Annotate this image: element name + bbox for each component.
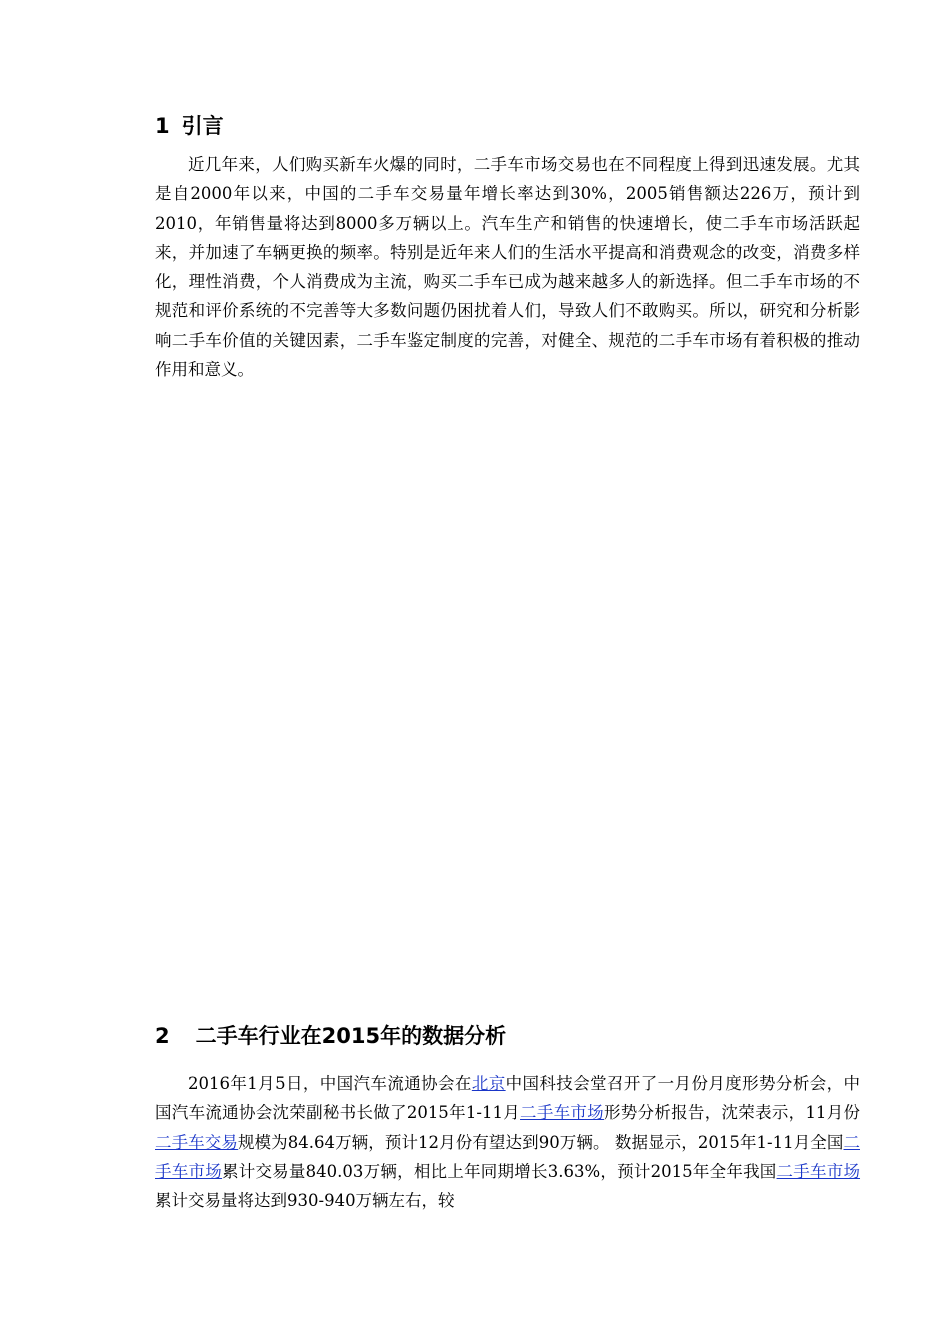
section-1-paragraph: 近几年来，人们购买新车火爆的同时，二手车市场交易也在不同程度上得到迅速发展。尤其是自2000年以来，中国的二手车交易量年增长率达到30%，2005销售额达226万，预计到2010，年销售量将达到8000多万辆以上。汽车生产和销售的快速增长，使二手车市场活跃起来，并加速了车辆更换的频率。特别是近年来人们的生活水平提高和消费观念的改变，消费多样化，理性消费，个人消费成为主流，购买二手车已成为越来越多人的新选择。但二手车市场的不规范和评价系统的不完善等大多数问题仍困扰着人们，导致人们不敢购买。所以，研究和分析影响二手车价值的关键因素，二手车鉴定制度的完善，对健全、规范的二手车市场有着积极的推动作用和意义。: [155, 155, 860, 380]
section-1-heading: [155, 112, 224, 140]
paragraph-text: 累计交易量将达到930-940万辆左右，较: [155, 1191, 455, 1211]
link-beijing[interactable]: 北京: [471, 1074, 506, 1093]
paragraph-text: 2016年1月5日，中国汽车流通协会在: [188, 1074, 472, 1093]
section-2-heading: [155, 1022, 506, 1050]
section-2-paragraph: [155, 1069, 860, 1215]
section-2-title: 二手车行业在2015年的数据分析: [195, 1024, 507, 1048]
link-used-car-market[interactable]: 二手车市场: [155, 1132, 860, 1181]
section-1-title: 引言: [181, 114, 224, 138]
link-used-car-market[interactable]: 二手车市场: [520, 1103, 604, 1123]
paragraph-text: 规模为84.64万辆，预计12月份有望达到90万辆。 数据显示，2015年1-11月全国: [237, 1132, 844, 1152]
paragraph-text: 中国科技会堂召开了一月份月度形势分析会，中国汽车流通协会沈荣副秘书长做了2015年1-11月: [155, 1074, 861, 1123]
link-used-car-market[interactable]: 二手车市场: [776, 1161, 861, 1181]
section-1-number: 1: [155, 114, 170, 138]
section-2-number: 2: [155, 1024, 170, 1048]
paragraph-text: 累计交易量840.03万辆，相比上年同期增长3.63%，预计2015年全年我国: [221, 1161, 777, 1181]
link-used-car-trade[interactable]: 二手车交易: [155, 1132, 238, 1152]
paragraph-text: 形势分析报告，沈荣表示，11月份: [603, 1103, 861, 1123]
